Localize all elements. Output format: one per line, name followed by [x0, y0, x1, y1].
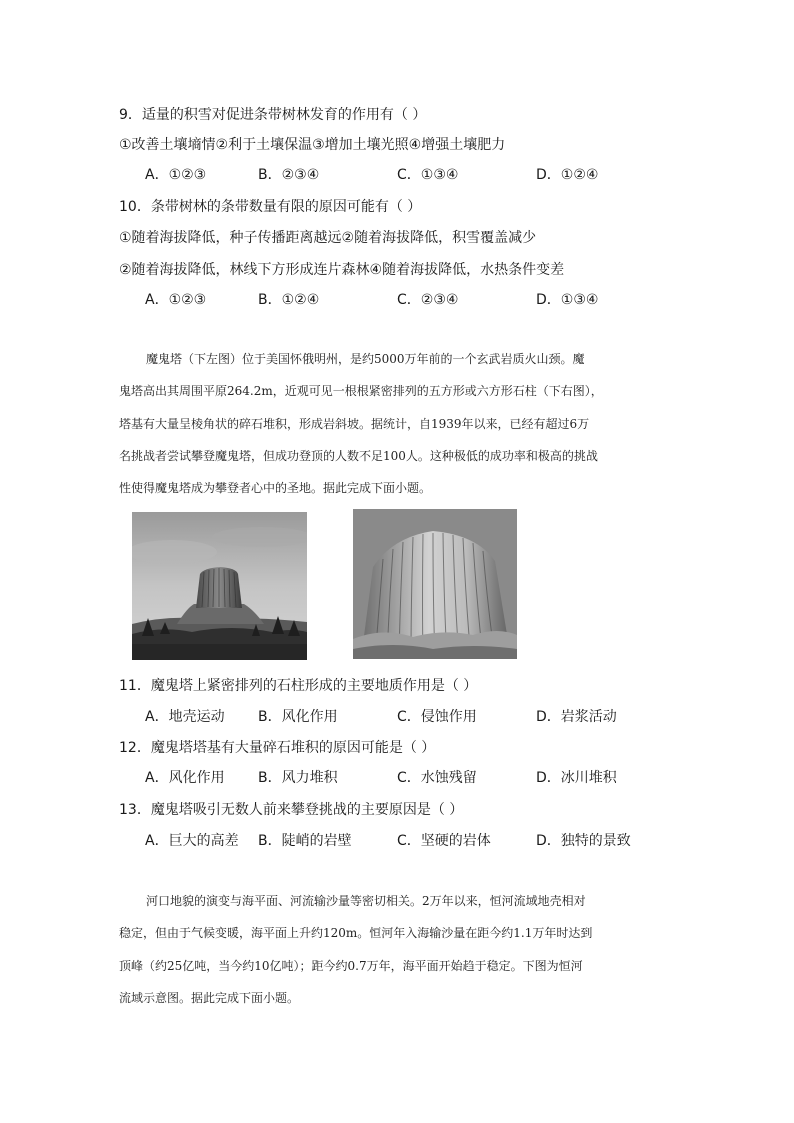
devils-tower-photo-left: [132, 512, 307, 660]
option-d: D．①③④: [536, 292, 599, 308]
option-c: C．①③④: [397, 167, 459, 183]
option-b: B．②③④: [258, 167, 320, 183]
passage-line: 稳定，但由于气候变暖，海平面上升约120m。恒河年入海输沙量在距今约1.1万年时达到: [119, 926, 593, 940]
passage-line: 流域示意图。据此完成下面小题。: [119, 991, 300, 1005]
question-10-options: [0, 291, 794, 309]
passage-line: 性使得魔鬼塔成为攀登者心中的圣地。据此完成下面小题。: [119, 481, 432, 495]
option-d: D．①②④: [536, 167, 599, 183]
option-b: B．风化作用: [258, 709, 338, 725]
question-9-options: [0, 166, 794, 184]
option-c: C．水蚀残留: [397, 770, 477, 786]
option-a: A．①②③: [145, 292, 207, 308]
option-d: D．岩浆活动: [536, 709, 617, 725]
option-a: A．地壳运动: [145, 709, 225, 725]
question-9-stem: 9．适量的积雪对促进条带树林发育的作用有（ ）: [119, 107, 427, 123]
passage-line: 鬼塔高出其周围平原264.2m，近观可见一根根紧密排列的五方形或六方形石柱（下右图），: [119, 384, 603, 398]
question-10-statement-line-2: ②随着海拔降低，林线下方形成连片森林④随着海拔降低，水热条件变差: [119, 262, 565, 278]
option-c: C．侵蚀作用: [397, 709, 477, 725]
option-a: A．①②③: [145, 167, 207, 183]
question-13-options: [0, 832, 794, 850]
question-11-stem: 11．魔鬼塔上紧密排列的石柱形成的主要地质作用是（ ）: [119, 678, 478, 694]
question-13-stem: 13．魔鬼塔吸引无数人前来攀登挑战的主要原因是（ ）: [119, 802, 464, 818]
option-b: B．陡峭的岩壁: [258, 833, 352, 849]
question-10-stem: 10．条带树林的条带数量有限的原因可能有（ ）: [119, 199, 422, 215]
question-12-options: [0, 769, 794, 787]
option-b: B．风力堆积: [258, 770, 338, 786]
option-c: C．②③④: [397, 292, 459, 308]
option-c: C．坚硬的岩体: [397, 833, 491, 849]
option-a: A．巨大的高差: [145, 833, 239, 849]
option-a: A．风化作用: [145, 770, 225, 786]
question-11-options: [0, 708, 794, 726]
option-d: D．独特的景致: [536, 833, 631, 849]
passage-line: 魔鬼塔（下左图）位于美国怀俄明州，是约5000万年前的一个玄武岩质火山颈。魔: [146, 352, 585, 366]
passage-line: 河口地貌的演变与海平面、河流输沙量等密切相关。2万年以来，恒河流域地壳相对: [146, 894, 586, 908]
question-10-statement-line-1: ①随着海拔降低，种子传播距离越远②随着海拔降低，积雪覆盖减少: [119, 230, 537, 246]
passage-line: 塔基有大量呈棱角状的碎石堆积，形成岩斜坡。据统计，自1939年以来，已经有超过6万: [119, 417, 590, 431]
passage-line: 名挑战者尝试攀登魔鬼塔，但成功登顶的人数不足100人。这种极低的成功率和极高的挑战: [119, 449, 598, 463]
option-d: D．冰川堆积: [536, 770, 617, 786]
devils-tower-photo-right: [353, 509, 517, 659]
option-b: B．①②④: [258, 292, 320, 308]
passage-line: 顶峰（约25亿吨，当今约10亿吨）；距今约0.7万年，海平面开始趋于稳定。下图为恒河: [119, 959, 583, 973]
question-9-statements: ①改善土壤墒情②利于土壤保温③增加土壤光照④增强土壤肥力: [119, 137, 506, 153]
question-12-stem: 12．魔鬼塔塔基有大量碎石堆积的原因可能是（ ）: [119, 740, 436, 756]
